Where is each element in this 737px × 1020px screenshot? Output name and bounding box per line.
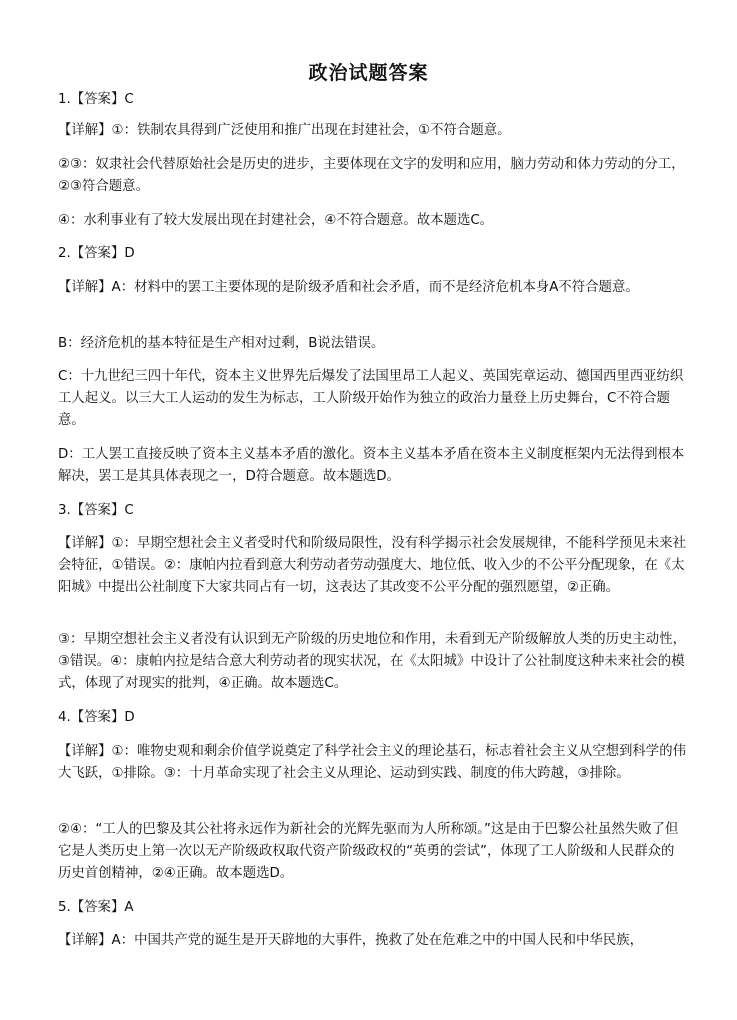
q4-detail-13: 【详解】①：唯物史观和剩余价值学说奠定了科学社会主义的理论基石，标志着社会主义从空想到科学的伟大飞跃，①排除。③：十月革命实现了社会主义从理论、运动到实践、制度的伟大跨越，③排除。 <box>58 744 686 781</box>
q4-detail-24: ②④：“工人的巴黎及其公社将永远作为新社会的光辉先驱而为人所称颂。”这是由于巴黎公社虽然失败了但它是人类历史上第一次以无产阶级政权取代资产阶级政权的“英勇的尝试”，体现了工人阶级和人民群众的历史首创精神，②④正确。故本题选D。 <box>58 822 679 881</box>
q1-answer: 1.【答案】C <box>58 92 134 107</box>
q5-answer: 5.【答案】A <box>58 900 134 915</box>
q3-detail-12: 【详解】①：早期空想社会主义者受时代和阶级局限性，没有科学揭示社会发展规律，不能科学预见未来社会特征，①错误。②：康帕内拉看到意大利劳动者劳动强度大、地位低、收入少的不公平分配现象，在《太阳城》中提出公社制度下大家共同占有一切，这表达了其改变不公平分配的强烈愿望，②正确。 <box>58 536 686 595</box>
q1-detail: 【详解】①：铁制农具得到广泛使用和推广出现在封建社会，①不符合题意。 <box>58 123 511 138</box>
q3-detail-34: ③：早期空想社会主义者没有认识到无产阶级的历史地位和作用，未看到无产阶级解放人类的历史主动性，③错误。④：康帕内拉是结合意大利劳动者的现实状况，在《太阳城》中设计了公社制度这种未来社会的模式，体现了对现实的批判，④正确。故本题选C。 <box>58 632 686 691</box>
page-title: 政治试题答案 <box>308 62 429 84</box>
q1-detail-4: ④：水利事业有了较大发展出现在封建社会，④不符合题意。故本题选C。 <box>58 213 494 228</box>
q2-detail-a: 【详解】A：材料中的罢工主要体现的是阶级矛盾和社会矛盾，而不是经济危机本身A不符合题意。 <box>58 280 639 295</box>
q2-detail-d: D：工人罢工直接反映了资本主义基本矛盾的激化。资本主义基本矛盾在资本主义制度框架内无法得到根本解决，罢工是其具体表现之一，D符合题意。故本题选D。 <box>58 447 685 484</box>
q1-detail-23: ②③：奴隶社会代替原始社会是历史的进步，主要体现在文字的发明和应用，脑力劳动和体力劳动的分工，②③符合题意。 <box>58 157 685 194</box>
q3-answer: 3.【答案】C <box>58 503 134 518</box>
q5-detail-a: 【详解】A：中国共产党的诞生是开天辟地的大事件，挽救了处在危难之中的中国人民和中华民族， <box>58 933 643 948</box>
q2-detail-c: C：十九世纪三四十年代，资本主义世界先后爆发了法国里昂工人起义、英国宪章运动、德国西里西亚纺织工人起义。以三大工人运动的发生为标志，工人阶级开始作为独立的政治力量登上历史舞台，C不符合题意。 <box>58 369 684 428</box>
q4-answer: 4.【答案】D <box>58 710 135 725</box>
q2-answer: 2.【答案】D <box>58 246 135 261</box>
q2-detail-b: B：经济危机的基本特征是生产相对过剩，B说法错误。 <box>58 336 385 351</box>
